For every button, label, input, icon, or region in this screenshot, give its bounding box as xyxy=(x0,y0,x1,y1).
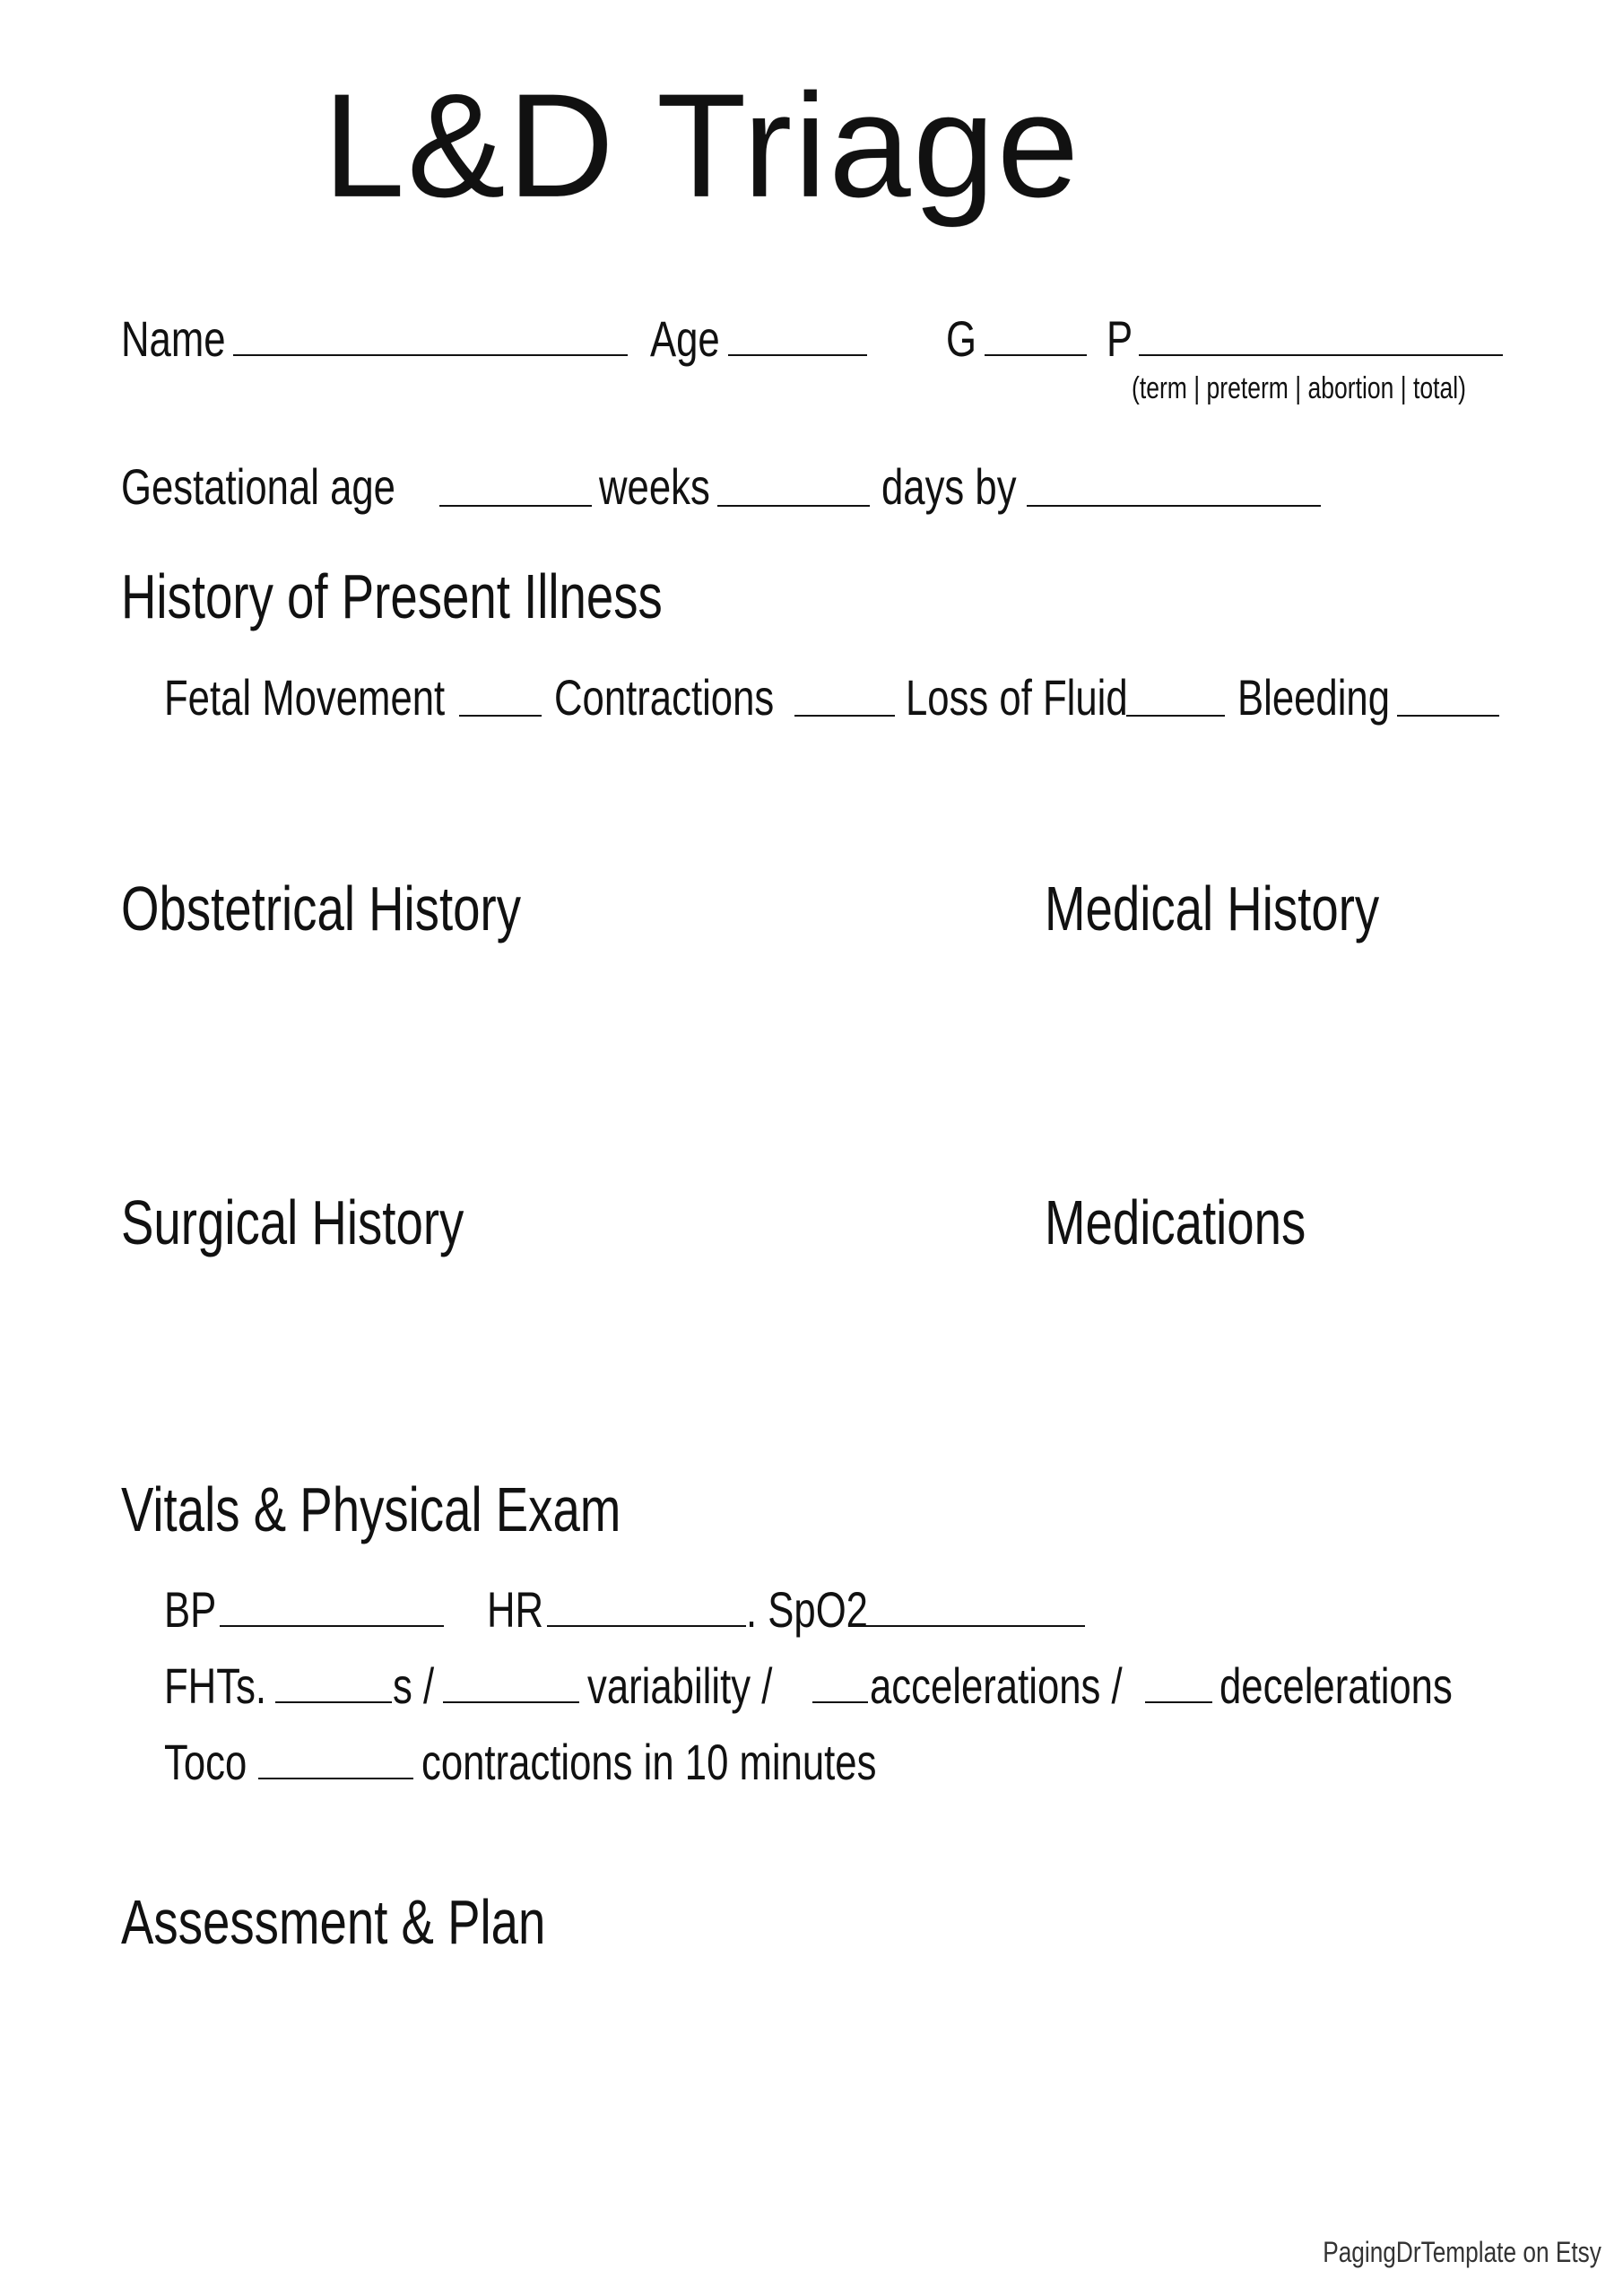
age-field[interactable] xyxy=(728,354,867,356)
weeks-label: weeks xyxy=(599,458,710,515)
assessment-plan-heading: Assessment & Plan xyxy=(121,1887,546,1957)
variability-field[interactable] xyxy=(443,1701,579,1703)
fetal-movement-label: Fetal Movement xyxy=(164,669,446,726)
medications-heading: Medications xyxy=(1045,1187,1306,1257)
gravida-field[interactable] xyxy=(985,354,1087,356)
accelerations-label: accelerations / xyxy=(870,1657,1123,1714)
gestational-days-field[interactable] xyxy=(717,505,870,507)
contractions-10-label: contractions in 10 minutes xyxy=(421,1734,877,1790)
contractions-field[interactable] xyxy=(794,715,895,717)
para-field[interactable] xyxy=(1139,354,1503,356)
loss-of-fluid-field[interactable] xyxy=(1126,715,1225,717)
decelerations-field[interactable] xyxy=(1145,1701,1212,1703)
fht-baseline-field[interactable] xyxy=(275,1701,392,1703)
para-label: P xyxy=(1107,310,1133,367)
bleeding-label: Bleeding xyxy=(1237,669,1391,726)
loss-of-fluid-label: Loss of Fluid xyxy=(906,669,1128,726)
fhts-label: FHTs. xyxy=(164,1657,267,1714)
gravida-label: G xyxy=(946,310,976,367)
gestational-age-label: Gestational age xyxy=(121,458,395,515)
fetal-movement-field[interactable] xyxy=(459,715,542,717)
bp-label: BP xyxy=(164,1581,217,1638)
variability-label: variability / xyxy=(587,1657,773,1714)
toco-label: Toco xyxy=(164,1734,247,1790)
vitals-exam-heading: Vitals & Physical Exam xyxy=(121,1474,621,1544)
gestational-weeks-field[interactable] xyxy=(439,505,592,507)
spo2-label: . SpO2 xyxy=(746,1581,868,1638)
medical-history-heading: Medical History xyxy=(1045,874,1380,944)
decelerations-label: decelerations xyxy=(1219,1657,1453,1714)
hr-field[interactable] xyxy=(547,1625,746,1627)
spo2-field[interactable] xyxy=(861,1625,1085,1627)
page-title: L&D Triage xyxy=(323,63,1081,228)
surgical-history-heading: Surgical History xyxy=(121,1187,464,1257)
days-by-label: days by xyxy=(881,458,1017,515)
bp-field[interactable] xyxy=(220,1625,444,1627)
accelerations-field[interactable] xyxy=(812,1701,868,1703)
obstetrical-history-heading: Obstetrical History xyxy=(121,874,522,944)
contractions-label: Contractions xyxy=(554,669,775,726)
hpi-heading: History of Present Illness xyxy=(121,561,663,631)
hr-label: HR xyxy=(487,1581,544,1638)
para-hint: (term | preterm | abortion | total) xyxy=(1132,371,1466,405)
footer-credit: PagingDrTemplate on Etsy xyxy=(1323,2236,1601,2268)
toco-field[interactable] xyxy=(258,1778,413,1779)
name-field[interactable] xyxy=(233,354,628,356)
name-label: Name xyxy=(121,310,226,367)
dating-method-field[interactable] xyxy=(1027,505,1321,507)
bleeding-field[interactable] xyxy=(1397,715,1499,717)
age-label: Age xyxy=(650,310,720,367)
s-slash-label: s / xyxy=(393,1657,435,1714)
